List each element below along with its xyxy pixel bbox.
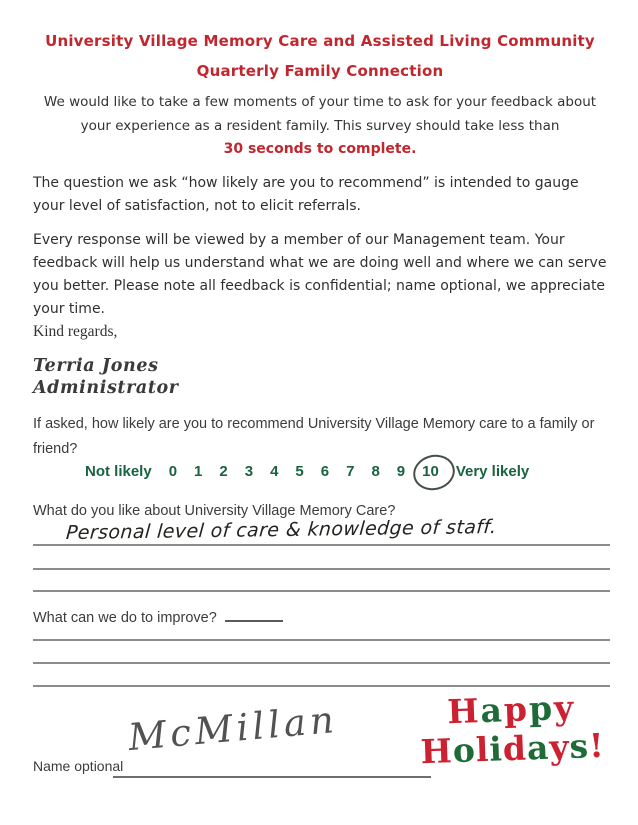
holiday-letter: p [528,688,555,729]
rating-value-6[interactable]: 6 [320,463,330,480]
handwritten-signature: McMillan [126,697,340,760]
handwritten-answer-like: Personal level of care & knowledge of staff. [65,515,498,545]
holiday-greeting [391,688,634,774]
name-field-line[interactable] [113,776,431,778]
question-improve-label [33,606,607,626]
intro-emphasis: 30 seconds to complete. [223,141,417,157]
name-optional-label: Name optional [33,758,124,774]
answer-improve-line-1[interactable] [33,639,610,641]
answer-improve-line-2[interactable] [33,662,610,664]
answer-improve-line-3[interactable] [33,685,610,687]
rating-value-4[interactable]: 4 [270,463,279,480]
holiday-letter: p [503,689,530,730]
holiday-letter: d [502,728,528,769]
rating-scale-values [169,463,439,480]
holiday-letter: a [479,690,505,731]
rating-scale [85,463,529,480]
signer-title: Administrator [33,378,179,398]
holiday-line-2 [392,724,633,774]
rating-value-2[interactable]: 2 [219,463,228,480]
paragraph-response: Every response will be viewed by a member of our Management team. Your feedback will help us understand what we are doing well and where we can serve you better. Please note all feedback is confidential; name optional, we appreciate your time. [33,232,607,317]
holiday-letter: ! [588,725,606,766]
question-like-label: What do you like about University Village Memory Care? [33,503,396,519]
improve-inline-blank[interactable] [225,606,283,622]
holiday-letter: a [526,727,551,768]
page-title-line1: University Village Memory Care and Assisted Living Community [45,32,595,50]
rating-value-0[interactable]: 0 [168,463,178,480]
recommend-question: If asked, how likely are you to recommend University Village Memory care to a family or friend? [33,416,595,457]
rating-value-selected[interactable]: 10 [422,463,439,480]
page-title-line2: Quarterly Family Connection [196,62,444,80]
holiday-letter: H [446,691,482,732]
rating-value-9[interactable]: 9 [396,463,406,480]
rating-value-7[interactable]: 7 [346,463,355,480]
holiday-letter: H [419,731,454,772]
holiday-letter: y [553,687,576,728]
rating-value-3[interactable]: 3 [244,463,254,480]
rating-value-1[interactable]: 1 [194,463,203,480]
holiday-letter: s [568,726,590,766]
answer-like-line-1[interactable] [33,544,610,546]
intro-text: We would like to take a few moments of your time to ask for your feedback about your experience as a resident family. This survey should take less than [43,94,597,134]
holiday-letter: o [452,730,477,771]
holiday-letter: i [488,729,504,769]
salutation: Kind regards, [33,323,118,340]
rating-value-8[interactable]: 8 [371,463,380,480]
question-improve-text: What can we do to improve? [33,610,217,626]
rating-low-label: Not likely [85,463,152,480]
signer-name: Terria Jones [33,356,159,376]
answer-like-line-2[interactable] [33,568,610,570]
signer-block [33,355,607,399]
holiday-letter: y [548,727,571,767]
rating-value-5[interactable]: 5 [295,463,304,480]
rating-high-label: Very likely [455,463,530,480]
answer-like-line-3[interactable] [33,590,610,592]
paragraph-gauge: The question we ask “how likely are you to recommend” is intended to gauge your level of satisfaction, not to elicit referrals. [33,175,579,214]
holiday-letter: l [475,729,491,770]
